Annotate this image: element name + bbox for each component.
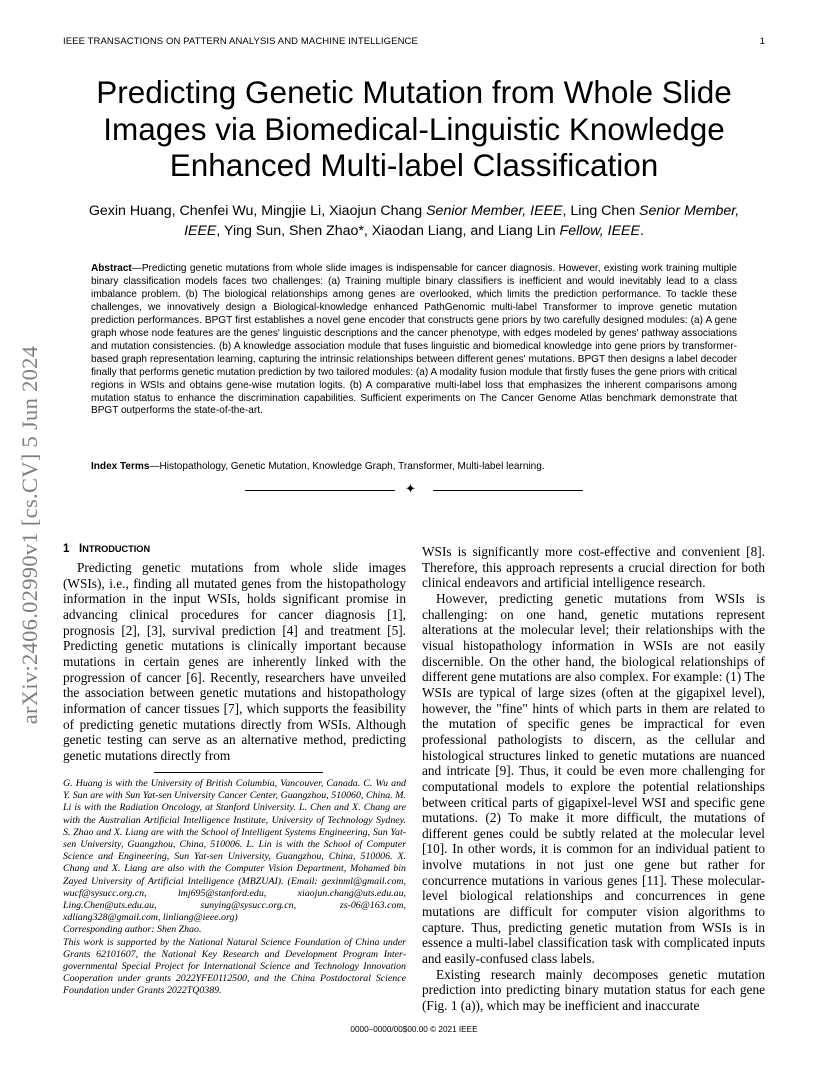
arxiv-stamp xyxy=(8,300,52,770)
section-title-rest: NTRODUCTION xyxy=(82,544,151,554)
left-column xyxy=(63,560,406,764)
authors-part-2: , Ling Chen xyxy=(562,203,640,219)
section-heading xyxy=(63,543,150,555)
paragraph: However, predicting genetic mutations from WSIs is challenging: on one hand, genetic mutations represent alterations at the molecular level; their relationships with the visual histopathology information in WSIs are not easily discernible. On the other hand, the biological relationships of different gene mutations are also complex. For example: (1) The WSIs are typical of large sizes (often at the gigapixel level), however, the "fine" hints of which parts in them are related to the mutation of specific genes be impractical for even professional pathologists to discern, as the cellular and histological structures linked to genetic mutations are nuanced and intricate [9]. Thus, it could be even more challenging for computational models to explore the potential relationships between critical parts of gigapixel-level WSI and specific gene mutations. (2) To make it more difficult, the mutations of different genes could be subtly related at the molecular level [10]. In other words, it is common for an individual patient to involve mutations in not just one gene but rather for concurrence mutations in various genes [11]. These molecular-level biological relationships and concurrences in gene mutations are difficult for computer vision algorithms to capture. Thus, predicting genetic mutation from WSIs is in essence a multi-label classification task with complicated inputs and easily-confused class labels. xyxy=(422,590,765,967)
divider-line-right xyxy=(433,490,583,491)
paper-title: Predicting Genetic Mutation from Whole Slide Images via Biomedical-Linguistic Knowledge Enhanced Multi-label Classification xyxy=(96,74,732,183)
section-title-initial: I xyxy=(79,543,83,555)
abstract-label: Abstract xyxy=(91,263,132,274)
author-list xyxy=(80,202,748,241)
paragraph: Predicting genetic mutations from whole slide images (WSIs), i.e., finding all mutated genes from the histopathology information in the input WSIs, holds significant promise in advancing clinical procedures for cancer diagnosis [1], prognosis [2], [3], survival prediction [4] and treatment [5]. Predicting genetic mutations is clinically important because mutations in certain genes are inherently linked with the progression of cancer [6]. Recently, researchers have unveiled the association between genetic mutations and histopathology information of cancer tissues [7], which supports the feasibility of predicting genetic mutations directly from WSIs. Although genetic testing can serve as an alternative method, predicting genetic mutations directly from xyxy=(63,560,406,763)
author-role-3: Fellow, IEEE xyxy=(559,222,640,239)
footnote-rule xyxy=(154,772,323,773)
journal-name: IEEE TRANSACTIONS ON PATTERN ANALYSIS AND MACHINE INTELLIGENCE xyxy=(63,36,418,47)
authors-part-3: , Ying Sun, Shen Zhao*, Xiaodan Liang, and Liang Lin xyxy=(216,222,560,239)
author-role-2: Senior Member, IEEE xyxy=(184,203,740,239)
footnote-corresponding: Corresponding author: Shen Zhao. xyxy=(63,924,202,936)
author-role-1: Senior Member, IEEE xyxy=(426,203,563,219)
right-column xyxy=(422,544,765,1014)
footnote-affiliations: G. Huang is with the University of British Columbia, Vancouver, Canada. C. Wu and Y. Sun are with Sun Yat-sen University Cancer Center, Guangzhou, 510060, China. M. Li is with the Radiation Oncology, at Stanford University. L. Chen and X. Chang are with the Australian Artificial Intelligence Institute, University of Technology Sydney. S. Zhao and X. Liang are with the School of Intelligent Systems Engineering, Sun Yat-sen University, Guangzhou, China, 510006. L. Lin is with the School of Computer Science and Engineering, Sun Yat-sen University, Guangzhou, China, 510006. X. Chang and X. Liang are also with the Computer Vision Department, Mohamed bin Zayed University of Artificial Intelligence (MBZUAI). (Email: gexinml@gmail.com, wucf@sysucc.org.cn, lmj695@stanford.edu, xiaojun.chang@uts.edu.au, Ling.Chen@uts.edu.au, sunying@sysucc.org.cn, zs-06@163.com, xdliang328@gmail.com, linliang@ieee.org) xyxy=(63,778,406,924)
paragraph: Existing research mainly decomposes genetic mutation prediction into predicting binary mutation status for each gene (Fig. 1 (a)), which may be inefficient and inaccurate xyxy=(422,966,765,1014)
divider-line-left xyxy=(245,490,395,491)
page-number: 1 xyxy=(759,36,765,47)
paragraph: WSIs is significantly more cost-effective and convenient [8]. Therefore, this approach represents a crucial direction for both clinical endeavors and artificial intelligence research. xyxy=(422,544,765,591)
section-divider xyxy=(245,482,583,497)
page-footer: 0000–0000/00$00.00 © 2021 IEEE xyxy=(350,1025,478,1034)
footnote-funding: This work is supported by the National Natural Science Foundation of China under Grants 62101607, the National Key Research and Development Program Inter-governmental Special Project for International Science and Technology Innovation Cooperation under grants 2022YFE0112500, and the China Postdoctoral Science Foundation under Grants 2022TQ0389. xyxy=(63,936,406,997)
running-header xyxy=(63,36,765,47)
abstract-text: —Predicting genetic mutations from whole slide images is indispensable for cancer diagnosis. However, existing work training multiple binary classification models faces two challenges: (a) Training multiple binary classifiers is inefficient and would inevitably lead to a class imbalance problem. (b) The biological relationships among genes are overlooked, which limits the prediction performance. To tackle these challenges, we innovatively design a Biological-knowledge enhanced PathGenomic multi-label Transformer to improve genetic mutation prediction performances. BPGT first establishes a novel gene encoder that constructs gene priors by two carefully designed modules: (a) A gene graph whose node features are the genes' linguistic descriptions and the cancer phenotype, with edges modeled by genes' pathway associations and mutation consistencies. (b) A knowledge association module that fuses linguistic and biomedical knowledge into gene priors by transformer-based graph representation learning, capturing the intrinsic relationships between different genes' mutations. BPGT then designs a label decoder finally that performs genetic mutation prediction by two tailored modules: (a) A modality fusion module that firstly fuses the gene priors with critical regions in WSIs and obtains gene-wise mutation logits. (b) A comparative multi-label loss that emphasizes the inherent comparisons among mutation status to enhance the discrimination capabilities. Sufficient experiments on The Cancer Genome Atlas benchmark demonstrate that BPGT outperforms the state-of-the-art. xyxy=(91,263,737,417)
arxiv-stamp-text: arXiv:2406.02990v1 [cs.CV] 5 Jun 2024 xyxy=(17,345,42,725)
diamond-star-icon: ✦ xyxy=(405,482,416,497)
abstract xyxy=(91,263,737,418)
index-terms-text: —Histopathology, Genetic Mutation, Knowledge Graph, Transformer, Multi-label learning. xyxy=(149,461,545,472)
index-terms xyxy=(91,460,737,473)
footnotes xyxy=(63,778,406,998)
section-number: 1 xyxy=(63,543,70,555)
authors-part-1: Gexin Huang, Chenfei Wu, Mingjie Li, Xiaojun Chang xyxy=(88,203,427,219)
index-terms-label: Index Terms xyxy=(91,461,150,472)
authors-part-4: . xyxy=(639,222,644,239)
